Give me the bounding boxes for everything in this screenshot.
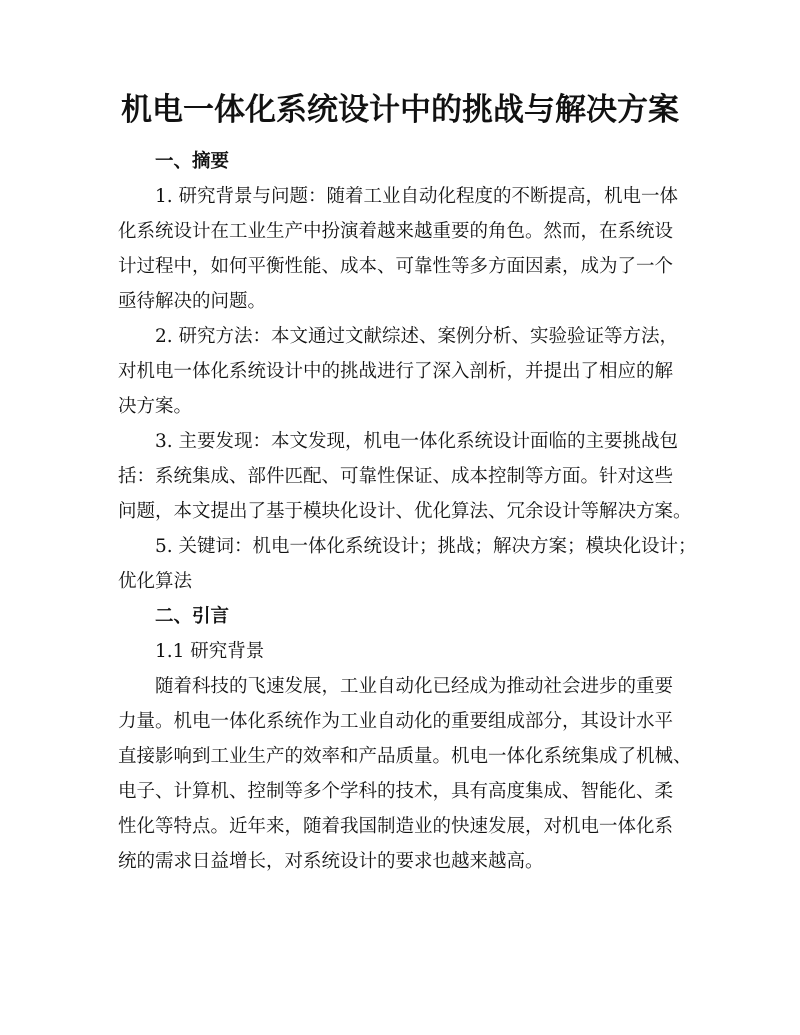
paragraph-line: 统的需求日益增长，对系统设计的要求也越来越高。: [118, 851, 544, 872]
keywords-line: 5. 关键词：机电一体化系统设计；挑战；解决方案；模块化设计；: [155, 536, 697, 557]
paragraph-line: 力量。机电一体化系统作为工业自动化的重要组成部分，其设计水平: [118, 711, 674, 732]
paragraph-line: 1. 研究背景与问题：随着工业自动化程度的不断提高，机电一体: [155, 186, 679, 207]
paragraph-line: 决方案。: [118, 396, 193, 417]
document-title: 机电一体化系统设计中的挑战与解决方案: [121, 92, 679, 128]
paragraph-line: 括：系统集成、部件匹配、可靠性保证、成本控制等方面。针对这些: [118, 466, 674, 487]
paragraph-line: 计过程中，如何平衡性能、成本、可靠性等多方面因素，成为了一个: [118, 256, 674, 277]
paragraph-line: 电子、计算机、控制等多个学科的技术，具有高度集成、智能化、柔: [118, 781, 674, 802]
section-heading-introduction: 二、引言: [155, 606, 230, 627]
document-body: [118, 150, 698, 885]
paragraph-line: 亟待解决的问题。: [118, 291, 267, 312]
subsection-heading: 1.1 研究背景: [155, 641, 265, 662]
paragraph-line: 对机电一体化系统设计中的挑战进行了深入剖析，并提出了相应的解: [118, 361, 674, 382]
section-heading-abstract: 一、摘要: [155, 151, 230, 172]
paragraph-line: 2. 研究方法：本文通过文献综述、案例分析、实验验证等方法，: [155, 326, 679, 347]
paragraph-line: 随着科技的飞速发展，工业自动化已经成为推动社会进步的重要: [155, 676, 674, 697]
paragraph-line: 化系统设计在工业生产中扮演着越来越重要的角色。然而，在系统设: [118, 221, 674, 242]
paragraph-line: 直接影响到工业生产的效率和产品质量。机电一体化系统集成了机械、: [118, 746, 692, 767]
paragraph-line: 性化等特点。近年来，随着我国制造业的快速发展，对机电一体化系: [118, 816, 674, 837]
paragraph-line: 3. 主要发现：本文发现，机电一体化系统设计面临的主要挑战包: [155, 431, 679, 452]
paragraph-line: 问题，本文提出了基于模块化设计、优化算法、冗余设计等解决方案。: [118, 501, 692, 522]
keywords-line: 优化算法: [118, 571, 193, 592]
